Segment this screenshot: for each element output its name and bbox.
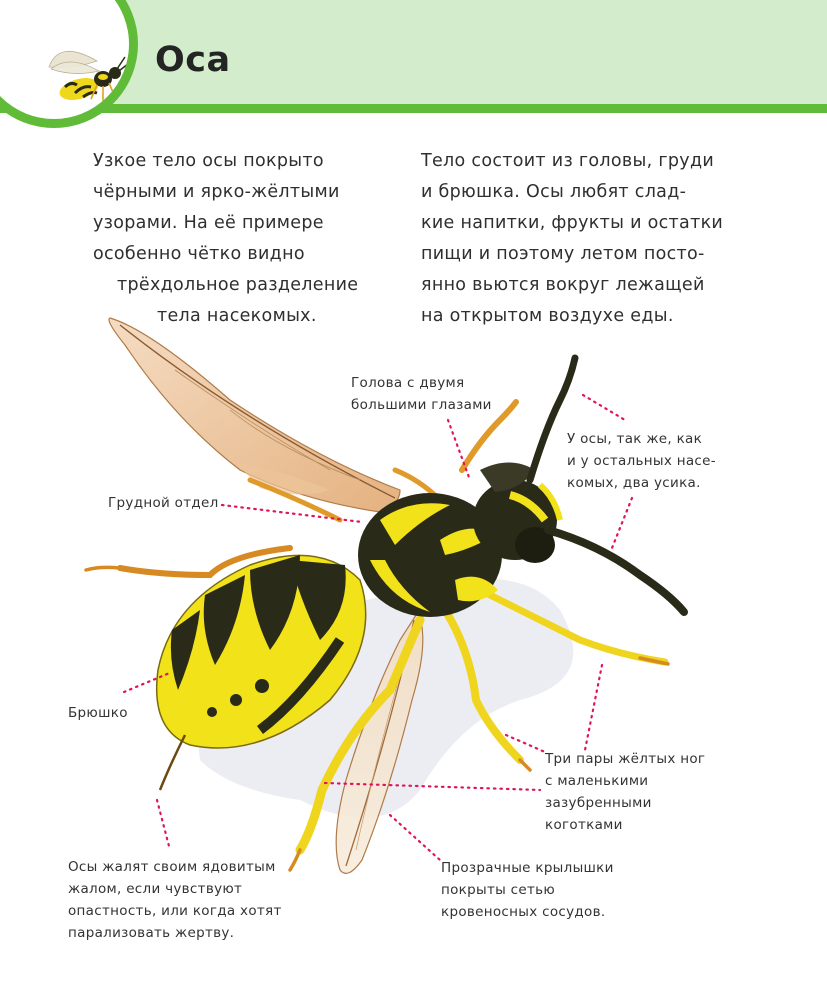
intro-right-line: янно вьются вокруг лежащей [421, 275, 705, 295]
callout-sting-line: парализовать жертву. [68, 925, 235, 941]
callout-wings-line: покрыты сетью [441, 882, 556, 898]
wasp-head [473, 463, 560, 564]
callout-wings [441, 857, 614, 923]
intro-left-line: трёхдольное разделение [117, 275, 359, 295]
callout-antennae-line: и у остальных насе- [567, 453, 716, 469]
leader-sting [157, 800, 170, 850]
callout-wings-line: Прозрачные крылышки [441, 860, 614, 876]
leader-wings [390, 815, 440, 860]
callout-thorax-line: Грудной отдел [108, 495, 219, 511]
callout-abdomen-line: Брюшко [68, 705, 128, 721]
callout-sting [68, 856, 282, 944]
callout-abdomen [68, 702, 128, 724]
intro-left-line: тела насекомых. [157, 306, 317, 326]
callout-sting-line: жалом, если чувствуют [68, 881, 243, 897]
leader-legs-upper [585, 665, 602, 750]
intro-right-line: и брюшка. Осы любят слад- [421, 182, 687, 202]
intro-left-line: особенно чётко видно [93, 244, 305, 264]
callout-head [351, 372, 492, 416]
callout-antennae-line: комых, два усика. [567, 475, 701, 491]
intro-right-line: пищи и поэтому летом посто- [421, 244, 705, 264]
callout-thorax [108, 492, 219, 514]
intro-right-line: Тело состоит из головы, груди [421, 151, 715, 171]
callout-antennae [567, 428, 716, 494]
leader-antennae-top [583, 395, 625, 420]
callout-head-line: Голова с двумя [351, 375, 465, 391]
intro-right-line: кие напитки, фрукты и остатки [421, 213, 724, 233]
page-title: Оса [155, 40, 231, 80]
intro-right-line: на открытом воздухе еды. [421, 306, 674, 326]
callout-antennae-line: У осы, так же, как [567, 431, 703, 447]
callout-legs-line: с маленькими [545, 773, 649, 789]
callout-legs-line: коготками [545, 817, 623, 833]
callout-legs-line: зазубренными [545, 795, 652, 811]
callout-sting-line: опастность, или когда хотят [68, 903, 282, 919]
callout-legs [545, 748, 705, 836]
intro-left-line: Узкое тело осы покрыто [93, 151, 324, 171]
callout-head-line: большими глазами [351, 397, 492, 413]
intro-left-line: узорами. На её примере [93, 213, 324, 233]
leader-head [448, 420, 470, 480]
leader-antennae-side [612, 498, 632, 548]
callout-sting-line: Осы жалят своим ядовитым [68, 859, 276, 875]
intro-left-line: чёрными и ярко-жёлтыми [93, 182, 340, 202]
callout-wings-line: кровеносных сосудов. [441, 904, 606, 920]
callout-legs-line: Три пары жёлтых ног [545, 751, 706, 767]
